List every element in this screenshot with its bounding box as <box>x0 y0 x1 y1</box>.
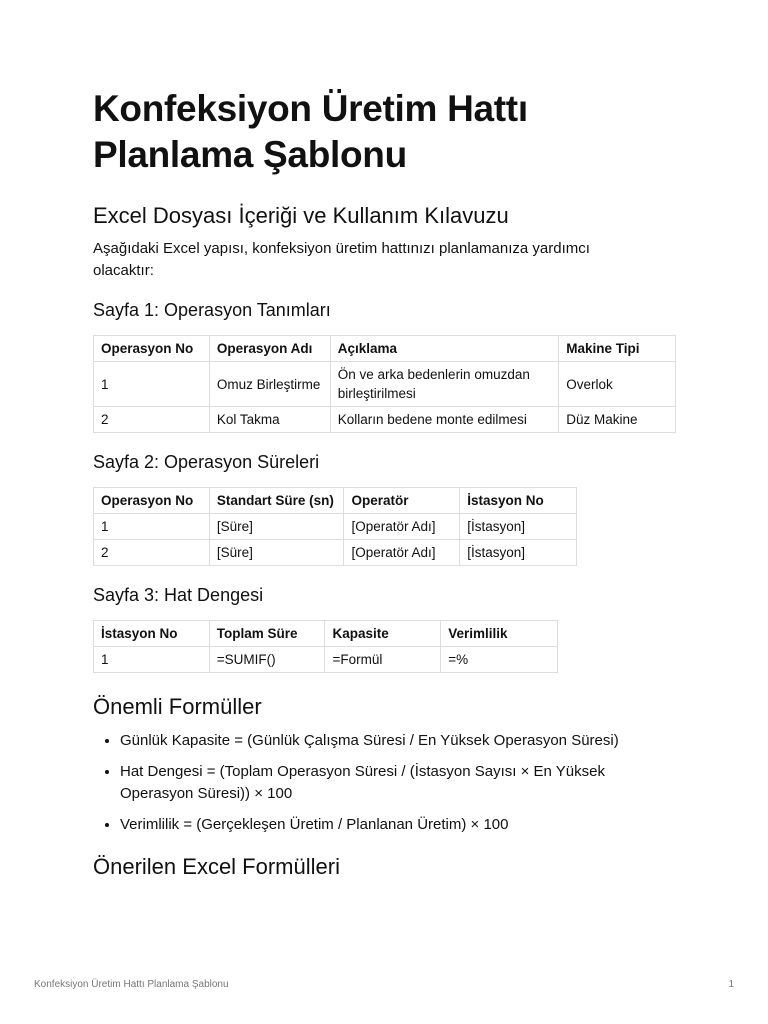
sheet1-heading: Sayfa 1: Operasyon Tanımları <box>93 300 331 320</box>
sheet3-table <box>93 620 558 673</box>
section-heading-guide: Excel Dosyası İçeriği ve Kullanım Kılavuzu <box>93 203 509 228</box>
table-header-row <box>94 621 558 647</box>
intro-paragraph: Aşağıdaki Excel yapısı, konfeksiyon üretim hattınızı planlamanıza yardımcı olacaktır: <box>93 240 590 279</box>
table-cell: =Formül <box>325 647 441 673</box>
column-header: İstasyon No <box>460 488 577 514</box>
formulas-heading: Önemli Formüller <box>93 694 262 719</box>
column-header: İstasyon No <box>94 621 210 647</box>
table-row <box>94 540 577 566</box>
column-header: Verimlilik <box>441 621 558 647</box>
list-item: • Hat Dengesi = (Toplam Operasyon Süresi / (İstasyon Sayısı × En Yüksek Operasyon Süresi)) × 100 <box>120 761 680 805</box>
column-header: Açıklama <box>330 336 558 362</box>
column-header: Kapasite <box>325 621 441 647</box>
table-cell: [İstasyon] <box>460 540 577 566</box>
table-cell: 2 <box>94 407 210 433</box>
table-cell: Kolların bedene monte edilmesi <box>330 407 558 433</box>
column-header: Toplam Süre <box>209 621 325 647</box>
table-cell: =% <box>441 647 558 673</box>
table-cell: Overlok <box>559 362 676 407</box>
table-header-row <box>94 488 577 514</box>
table-cell: =SUMIF() <box>209 647 325 673</box>
column-header: Standart Süre (sn) <box>209 488 344 514</box>
table-row <box>94 514 577 540</box>
page-title: Konfeksiyon Üretim Hattı Planlama Şablonu <box>93 88 528 175</box>
table-cell: Omuz Birleştirme <box>209 362 330 407</box>
column-header: Operasyon No <box>94 336 210 362</box>
table-cell: Kol Takma <box>209 407 330 433</box>
sheet2-table <box>93 487 577 566</box>
footer-page-number: 1 <box>728 979 734 990</box>
table-cell: 2 <box>94 540 210 566</box>
column-header: Operasyon Adı <box>209 336 330 362</box>
table-cell: [İstasyon] <box>460 514 577 540</box>
table-cell: [Operatör Adı] <box>344 540 460 566</box>
column-header: Operasyon No <box>94 488 210 514</box>
table-row <box>94 407 676 433</box>
table-row <box>94 362 676 407</box>
table-cell: [Operatör Adı] <box>344 514 460 540</box>
list-item: • Günlük Kapasite = (Günlük Çalışma Süresi / En Yüksek Operasyon Süresi) <box>120 730 680 752</box>
table-cell: 1 <box>94 647 210 673</box>
table-cell: Düz Makine <box>559 407 676 433</box>
table-header-row <box>94 336 676 362</box>
sheet2-heading: Sayfa 2: Operasyon Süreleri <box>93 452 320 472</box>
table-cell: [Süre] <box>209 540 344 566</box>
sheet3-heading: Sayfa 3: Hat Dengesi <box>93 585 264 605</box>
column-header: Makine Tipi <box>559 336 676 362</box>
list-item: • Verimlilik = (Gerçekleşen Üretim / Planlanan Üretim) × 100 <box>120 814 680 836</box>
table-cell: 1 <box>94 514 210 540</box>
table-cell: [Süre] <box>209 514 344 540</box>
table-row <box>94 647 558 673</box>
table-cell: 1 <box>94 362 210 407</box>
column-header: Operatör <box>344 488 460 514</box>
footer-doc-title: Konfeksiyon Üretim Hattı Planlama Şablonu <box>34 979 229 990</box>
sheet1-table <box>93 335 676 433</box>
excel-formulas-heading: Önerilen Excel Formülleri <box>93 854 340 879</box>
formula-list <box>93 730 680 845</box>
table-cell: Ön ve arka bedenlerin omuzdan birleştirilmesi <box>330 362 558 407</box>
